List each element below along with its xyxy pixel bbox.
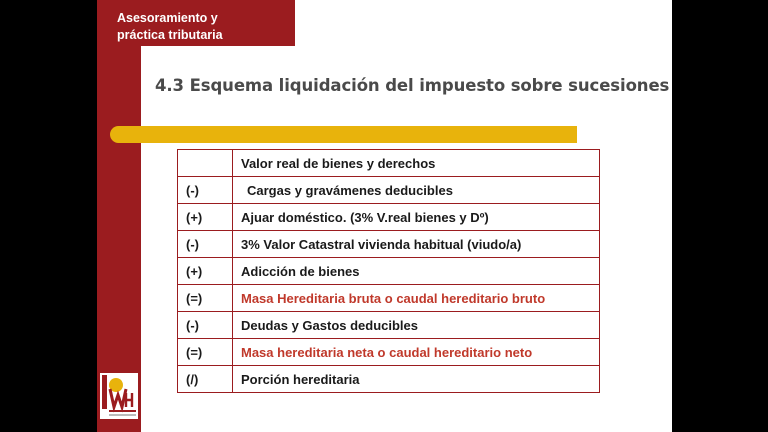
concept-cell: Masa hereditaria neta o caudal hereditario neto: [233, 339, 600, 366]
operator-cell: (+): [178, 258, 233, 285]
table-row: [178, 339, 600, 366]
concept-cell: Ajuar doméstico. (3% V.real bienes y Dº): [233, 204, 600, 231]
table-row: [178, 258, 600, 285]
course-title-line1: Asesoramiento y: [117, 11, 218, 25]
operator-cell: (+): [178, 204, 233, 231]
concept-cell: Adicción de bienes: [233, 258, 600, 285]
concept-cell: Porción hereditaria: [233, 366, 600, 393]
table-row: [178, 231, 600, 258]
presentation-slide: [97, 0, 672, 432]
operator-cell: (-): [178, 312, 233, 339]
operator-cell: [178, 150, 233, 177]
liquidation-scheme-table: [177, 149, 600, 393]
table-row: [178, 285, 600, 312]
slide-sidebar: [97, 0, 141, 432]
slide-header-band: [97, 0, 295, 46]
operator-cell: (/): [178, 366, 233, 393]
table-row: [178, 204, 600, 231]
concept-cell: Masa Hereditaria bruta o caudal hereditario bruto: [233, 285, 600, 312]
table-row: [178, 150, 600, 177]
table-row: [178, 366, 600, 393]
operator-cell: (=): [178, 339, 233, 366]
concept-cell: Cargas y gravámenes deducibles: [233, 177, 600, 204]
slide-title: 4.3 Esquema liquidación del impuesto sobre sucesiones: [155, 76, 670, 95]
course-title-line2: práctica tributaria: [117, 28, 223, 42]
table-row: [178, 177, 600, 204]
university-logo-icon: [100, 373, 138, 419]
course-title: [117, 10, 292, 44]
accent-bar: [110, 126, 577, 143]
concept-cell: Deudas y Gastos deducibles: [233, 312, 600, 339]
operator-cell: (=): [178, 285, 233, 312]
concept-cell: Valor real de bienes y derechos: [233, 150, 600, 177]
table-row: [178, 312, 600, 339]
operator-cell: (-): [178, 177, 233, 204]
operator-cell: (-): [178, 231, 233, 258]
concept-cell: 3% Valor Catastral vivienda habitual (viudo/a): [233, 231, 600, 258]
